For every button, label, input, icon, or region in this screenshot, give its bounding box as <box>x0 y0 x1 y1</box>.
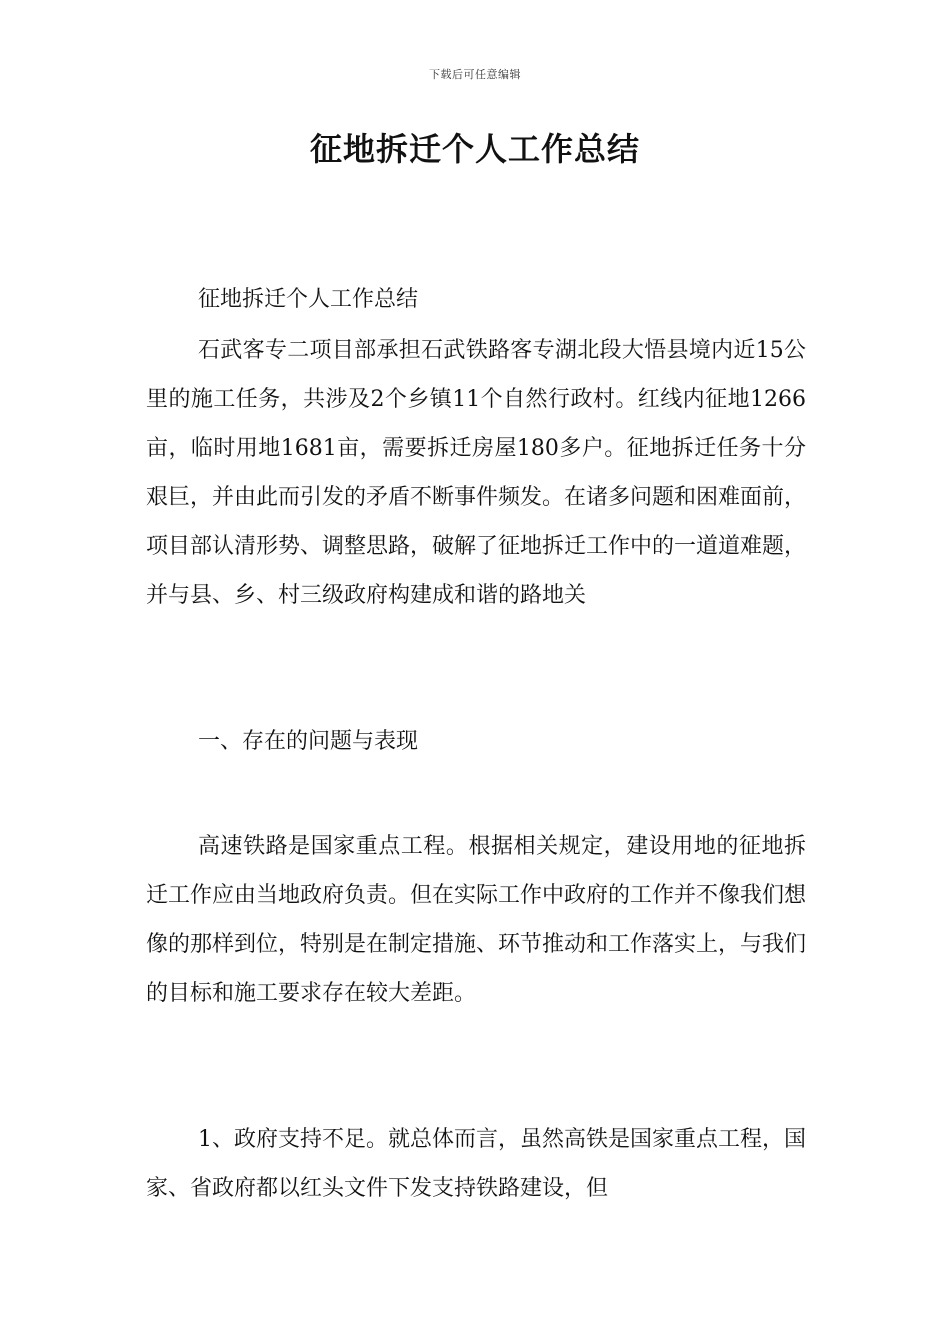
section-1-paragraph: 高速铁路是国家重点工程。根据相关规定，建设用地的征地拆迁工作应由当地政府负责。但在实际工作中政府的工作并不像我们想像的那样到位，特别是在制定措施、环节推动和工作落实上，与我们的目标和施工要求存在较大差距。 <box>146 834 807 1006</box>
header-note: 下载后可任意编辑 <box>429 68 521 81</box>
section-1-heading: 一、存在的问题与表现 <box>198 729 419 754</box>
point-1-paragraph: 1、政府支持不足。就总体而言，虽然高铁是国家重点工程，国家、省政府都以红头文件下发支持铁路建设，但 <box>146 1127 806 1201</box>
document-subtitle: 征地拆迁个人工作总结 <box>198 287 419 312</box>
intro-paragraph: 石武客专二项目部承担石武铁路客专湖北段大悟县境内近15公里的施工任务，共涉及2个乡镇11个自然行政村。红线内征地1266亩，临时用地1681亩，需要拆迁房屋180多户。征地拆迁任务十分艰巨，并由此而引发的矛盾不断事件频发。在诸多问题和困难面前，项目部认清形势、调整思路，破解了征地拆迁工作中的一道道难题，并与县、乡、村三级政府构建成和谐的路地关 <box>146 338 807 608</box>
document-title: 征地拆迁个人工作总结 <box>309 130 640 168</box>
